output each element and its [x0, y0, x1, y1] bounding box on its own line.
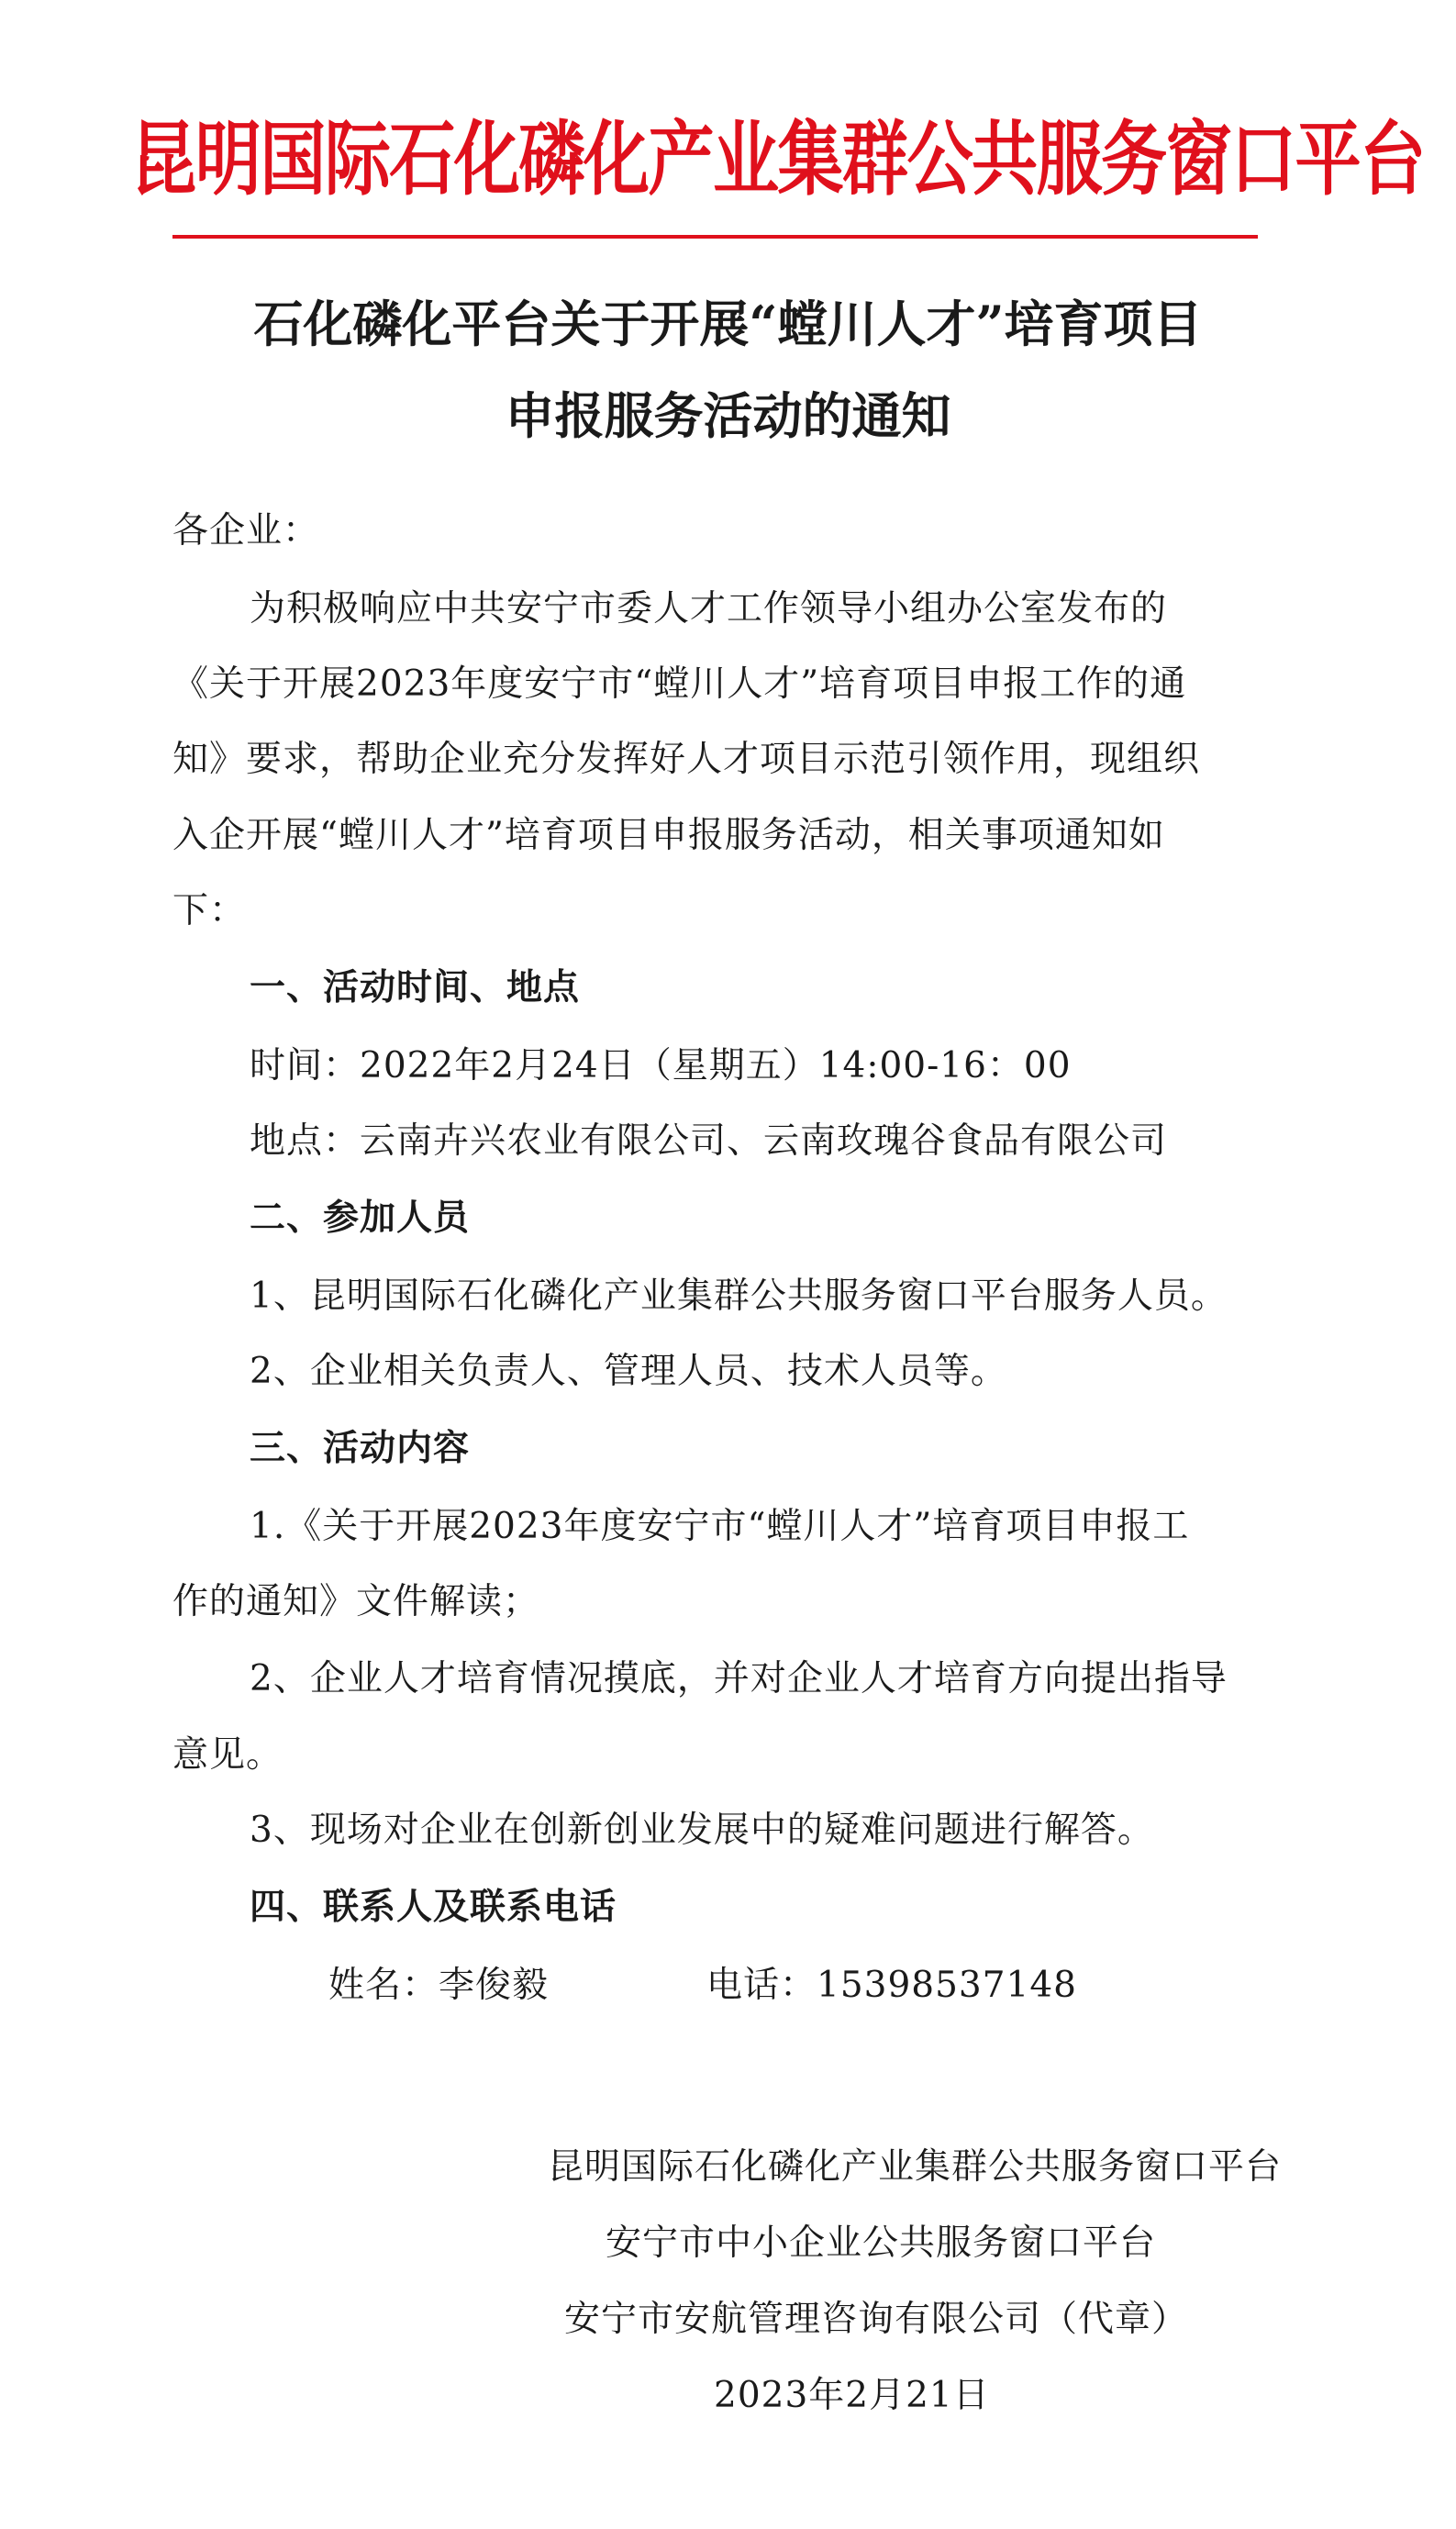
intro-line-3: 知》要求，帮助企业充分发挥好人才项目示范引领作用，现组织 — [172, 739, 1201, 780]
content-item-1-line-1: 1.《关于开展2023年度安宁市“螳川人才”培育项目申报工 — [250, 1506, 1190, 1547]
signature-date: 2023年2月21日 — [714, 2375, 990, 2416]
event-time: 时间：2022年2月24日（星期五）14:00-16：00 — [250, 1045, 1072, 1086]
contact-phone: 电话：15398537148 — [706, 1965, 1077, 2006]
intro-line-2: 《关于开展2023年度安宁市“螳川人才”培育项目申报工作的通 — [172, 663, 1187, 705]
participants-item-1: 1、昆明国际石化磷化产业集群公共服务窗口平台服务人员。 — [250, 1276, 1228, 1317]
salutation: 各企业： — [172, 510, 320, 551]
document-title-line-2: 申报服务活动的通知 — [505, 386, 951, 445]
section-2-heading: 二、参加人员 — [250, 1198, 471, 1239]
signature-org-1: 昆明国际石化磷化产业集群公共服务窗口平台 — [547, 2146, 1282, 2188]
document-title-line-1: 石化磷化平台关于开展“螳川人才”培育项目 — [253, 295, 1203, 353]
signature-org-2: 安宁市中小企业公共服务窗口平台 — [606, 2223, 1157, 2264]
masthead-red-rule — [172, 235, 1258, 239]
content-item-2-line-2: 意见。 — [172, 1734, 283, 1776]
signature-org-3: 安宁市安航管理咨询有限公司（代章） — [564, 2299, 1189, 2340]
event-place: 地点：云南卉兴农业有限公司、云南玫瑰谷食品有限公司 — [250, 1120, 1168, 1162]
content-item-3: 3、现场对企业在创新创业发展中的疑难问题进行解答。 — [250, 1810, 1154, 1851]
intro-line-5: 下： — [172, 890, 247, 931]
content-item-2-line-1: 2、企业人才培育情况摸底，并对企业人才培育方向提出指导 — [250, 1658, 1228, 1699]
section-4-heading: 四、联系人及联系电话 — [250, 1887, 617, 1928]
participants-item-2: 2、企业相关负责人、管理人员、技术人员等。 — [250, 1351, 1007, 1392]
section-1-heading: 一、活动时间、地点 — [250, 967, 581, 1008]
contact-name: 姓名：李俊毅 — [328, 1965, 550, 2006]
content-item-1-line-2: 作的通知》文件解读； — [172, 1581, 540, 1622]
intro-line-1: 为积极响应中共安宁市委人才工作领导小组办公室发布的 — [250, 588, 1168, 629]
masthead-title: 昆明国际石化磷化产业集群公共服务窗口平台 — [130, 111, 1425, 206]
section-3-heading: 三、活动内容 — [250, 1428, 471, 1469]
intro-line-4: 入企开展“螳川人才”培育项目申报服务活动，相关事项通知如 — [172, 815, 1165, 856]
